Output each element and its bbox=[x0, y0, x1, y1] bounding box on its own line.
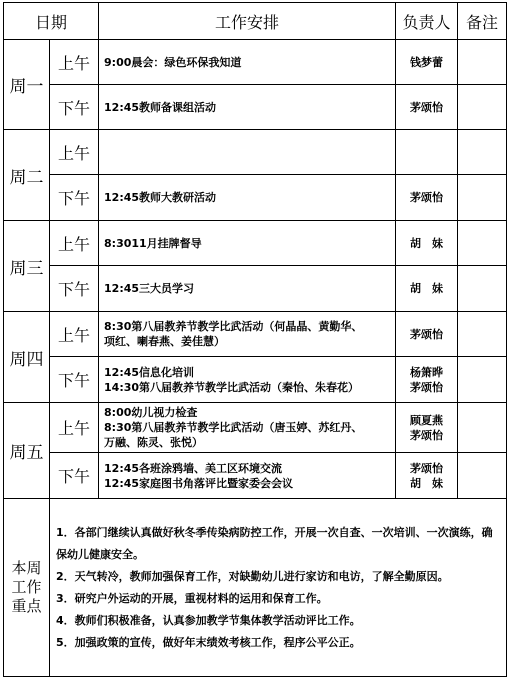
period-label: 下午 bbox=[50, 453, 99, 499]
owner-cell: 茅颂怡 胡 妹 bbox=[396, 453, 458, 499]
owner-cell: 茅颂怡 bbox=[396, 312, 458, 357]
period-label: 下午 bbox=[50, 266, 99, 312]
task-cell: 12:45信息化培训 14:30第八届教养节教学比武活动（秦怡、朱春花） bbox=[99, 357, 396, 403]
table-row bbox=[4, 453, 507, 499]
owner-cell: 胡 妹 bbox=[396, 266, 458, 312]
owner-cell: 胡 妹 bbox=[396, 221, 458, 266]
focus-item: 1．各部门继续认真做好秋冬季传染病防控工作，开展一次自查、一次培训、一次演练，确保幼儿健康安全。 bbox=[56, 525, 493, 561]
table-row bbox=[4, 85, 507, 130]
table-row bbox=[4, 40, 507, 85]
owner-cell: 杨箫晔 茅颂怡 bbox=[396, 357, 458, 403]
table-row bbox=[4, 266, 507, 312]
day-label: 周四 bbox=[4, 312, 50, 403]
header-row bbox=[4, 3, 507, 40]
task-cell: 8:30第八届教养节教学比武活动（何晶晶、黄勤华、 项红、喇春燕、姜佳慧） bbox=[99, 312, 396, 357]
focus-list bbox=[50, 499, 507, 677]
note-cell bbox=[458, 40, 507, 85]
focus-row bbox=[4, 499, 507, 677]
task-cell: 12:45三大员学习 bbox=[99, 266, 396, 312]
note-cell bbox=[458, 85, 507, 130]
period-label: 下午 bbox=[50, 357, 99, 403]
note-cell bbox=[458, 221, 507, 266]
period-label: 上午 bbox=[50, 40, 99, 85]
focus-item: 4．教师们积极准备，认真参加教学节集体教学活动评比工作。 bbox=[56, 613, 361, 627]
task-cell: 8:3011月挂牌督导 bbox=[99, 221, 396, 266]
task-cell: 12:45教师备课组活动 bbox=[99, 85, 396, 130]
owner-cell: 钱梦蕾 bbox=[396, 40, 458, 85]
note-cell bbox=[458, 312, 507, 357]
weekly-schedule-table bbox=[3, 2, 507, 677]
task-cell bbox=[99, 130, 396, 175]
focus-item: 5．加强政策的宣传，做好年末绩效考核工作，程序公平公正。 bbox=[56, 635, 361, 649]
note-cell bbox=[458, 130, 507, 175]
table-row bbox=[4, 312, 507, 357]
header-date: 日期 bbox=[4, 3, 99, 40]
task-cell: 8:00幼儿视力检查 8:30第八届教养节教学比武活动（唐玉婷、苏红丹、 万融、陈灵、张悦） bbox=[99, 403, 396, 453]
focus-title: 本周 工作 重点 bbox=[4, 499, 50, 677]
day-label: 周五 bbox=[4, 403, 50, 499]
period-label: 上午 bbox=[50, 130, 99, 175]
period-label: 下午 bbox=[50, 85, 99, 130]
note-cell bbox=[458, 403, 507, 453]
day-label: 周三 bbox=[4, 221, 50, 312]
owner-cell: 顾夏燕 茅颂怡 bbox=[396, 403, 458, 453]
note-cell bbox=[458, 357, 507, 403]
day-label: 周一 bbox=[4, 40, 50, 130]
owner-cell bbox=[396, 130, 458, 175]
task-cell: 12:45各班涂鸦墙、美工区环境交流 12:45家庭图书角落评比暨家委会会议 bbox=[99, 453, 396, 499]
focus-item: 3．研究户外运动的开展，重视材料的运用和保育工作。 bbox=[56, 591, 328, 605]
note-cell bbox=[458, 175, 507, 221]
note-cell bbox=[458, 453, 507, 499]
task-cell: 9:00晨会：绿色环保我知道 bbox=[99, 40, 396, 85]
header-note: 备注 bbox=[458, 3, 507, 40]
owner-cell: 茅颂怡 bbox=[396, 85, 458, 130]
period-label: 上午 bbox=[50, 403, 99, 453]
day-label: 周二 bbox=[4, 130, 50, 221]
table-row bbox=[4, 357, 507, 403]
period-label: 下午 bbox=[50, 175, 99, 221]
period-label: 上午 bbox=[50, 312, 99, 357]
header-plan: 工作安排 bbox=[99, 3, 396, 40]
note-cell bbox=[458, 266, 507, 312]
period-label: 上午 bbox=[50, 221, 99, 266]
table-row bbox=[4, 175, 507, 221]
header-owner: 负责人 bbox=[396, 3, 458, 40]
table-row bbox=[4, 130, 507, 175]
task-cell: 12:45教师大教研活动 bbox=[99, 175, 396, 221]
table-row bbox=[4, 221, 507, 266]
table-row bbox=[4, 403, 507, 453]
focus-item: 2．天气转冷，教师加强保育工作，对缺勤幼儿进行家访和电访，了解全勤原因。 bbox=[56, 569, 449, 583]
owner-cell: 茅颂怡 bbox=[396, 175, 458, 221]
